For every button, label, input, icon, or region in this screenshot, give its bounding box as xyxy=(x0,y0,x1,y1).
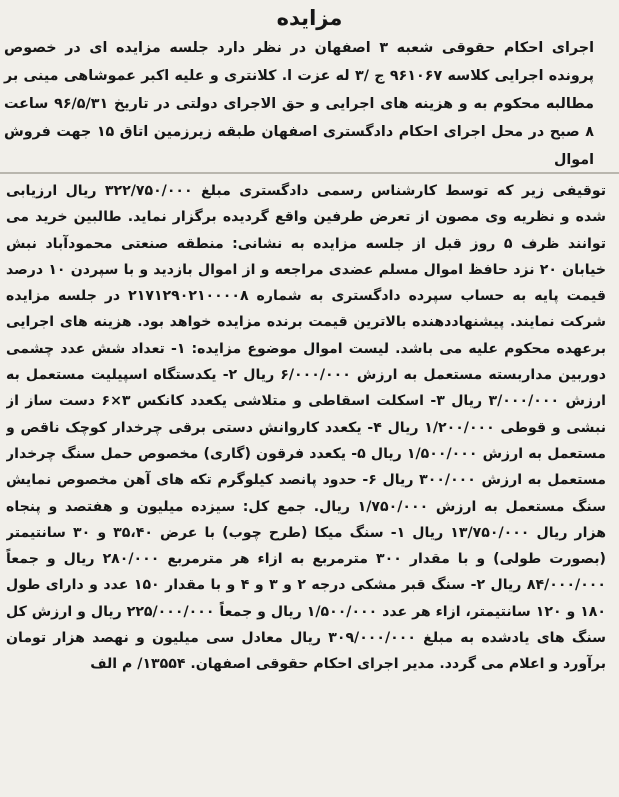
notice-signature: مدیر اجرای احکام حقوقی اصفهان. ۱۳۵۵۴/ م الف xyxy=(90,656,435,673)
paper-fold-divider xyxy=(0,172,619,174)
notice-intro-paragraph: اجرای احکام حقوقی شعبه ۳ اصفهان در نظر دارد جلسه مزایده ای در خصوص پرونده اجرایی کلاسه ۹۶۱۰۶۷ ج /۳ له عزت ا. کلانتری و علیه اکبر عموشاهی مینی بر مطالبه محکوم به و هزینه های اجرایی و حق الاجرای دولتی در تاریخ ۹۶/۵/۳۱ ساعت ۸ صبح در محل اجرای احکام دادگستری اصفهان طبقه زیرزمین اتاق ۱۵ جهت فروش اموال xyxy=(4,40,594,168)
notice-body xyxy=(6,178,606,793)
notice-title: مزایده xyxy=(276,6,343,30)
notice-body-text: توقیفی زیر که توسط کارشناس رسمی دادگستری مبلغ ۳۲۲/۷۵۰/۰۰۰ ریال ارزیابی شده و نظریه وی مصون از تعرض طرفین واقع گردیده برگزار نماید. طالبین خرید می توانند ظرف ۵ روز قبل از جلسه مزایده به نشانی: منطقه صنعتی محمودآباد نبش خیابان ۲۰ نزد حافظ اموال مسلم عضدی مراجعه و از اموال بازدید و با سپردن ۱۰ درصد قیمت پایه به حساب سپرده دادگستری به شماره ۲۱۷۱۲۹۰۲۱۰۰۰۰۸ در جلسه مزایده شرکت نمایند. پیشنهاددهنده بالاترین قیمت برنده مزایده خواهد بود. هزینه های اجرایی برعهده محکوم علیه می باشد. لیست اموال موضوع مزایده: ۱- تعداد شش عدد چشمی دوربین مداربسته مستعمل به ارزش ۶/۰۰۰/۰۰۰ ریال ۲- یکدستگاه اسپیلیت مستعمل به ارزش ۳/۰۰۰/۰۰۰ ریال ۳- اسکلت اسقاطی و متلاشی یکعدد کانکس ۳×۶ دست ساز از نبشی و قوطی ۱/۲۰۰/۰۰۰ ریال ۴- یکعدد کاروانش دستی برقی چرخدار کوچک ناقص و مستعمل به ارزش ۱/۵۰۰/۰۰۰ ریال ۵- یکعدد فرقون (گاری) مخصوص حمل سنگ چرخدار مستعمل به ارزش ۳۰۰/۰۰۰ ریال ۶- حدود پانصد کیلوگرم تکه های آهن مخصوص نمایش سنگ مستعمل به ارزش ۱/۷۵۰/۰۰۰ ریال. جمع کل: سیزده میلیون و هفتصد و پنجاه هزار ریال ۱۳/۷۵۰/۰۰۰ ریال ۱- سنگ میکا (طرح چوب) با عرض ۳۵،۴۰ و ۳۰ سانتیمتر (بصورت طولی) و با مقدار ۳۰۰ مترمربع به ازاء هر مترمربع ۲۸۰/۰۰۰ ریال و جمعاً ۸۴/۰۰۰/۰۰۰ ریال ۲- سنگ قبر مشکی درجه ۲ و ۳ و ۴ و با مقدار ۱۵۰ عدد و دارای طول ۱۸۰ و ۱۲۰ سانتیمتر، ازاء هر عدد ۱/۵۰۰/۰۰۰ ریال و جمعاً ۲۲۵/۰۰۰/۰۰۰ ریال و ارزش کل سنگ های یادشده به مبلغ ۳۰۹/۰۰۰/۰۰۰ ریال معادل سی میلیون و نهصد هزار تومان برآورد و اعلام می گردد. xyxy=(6,183,606,673)
